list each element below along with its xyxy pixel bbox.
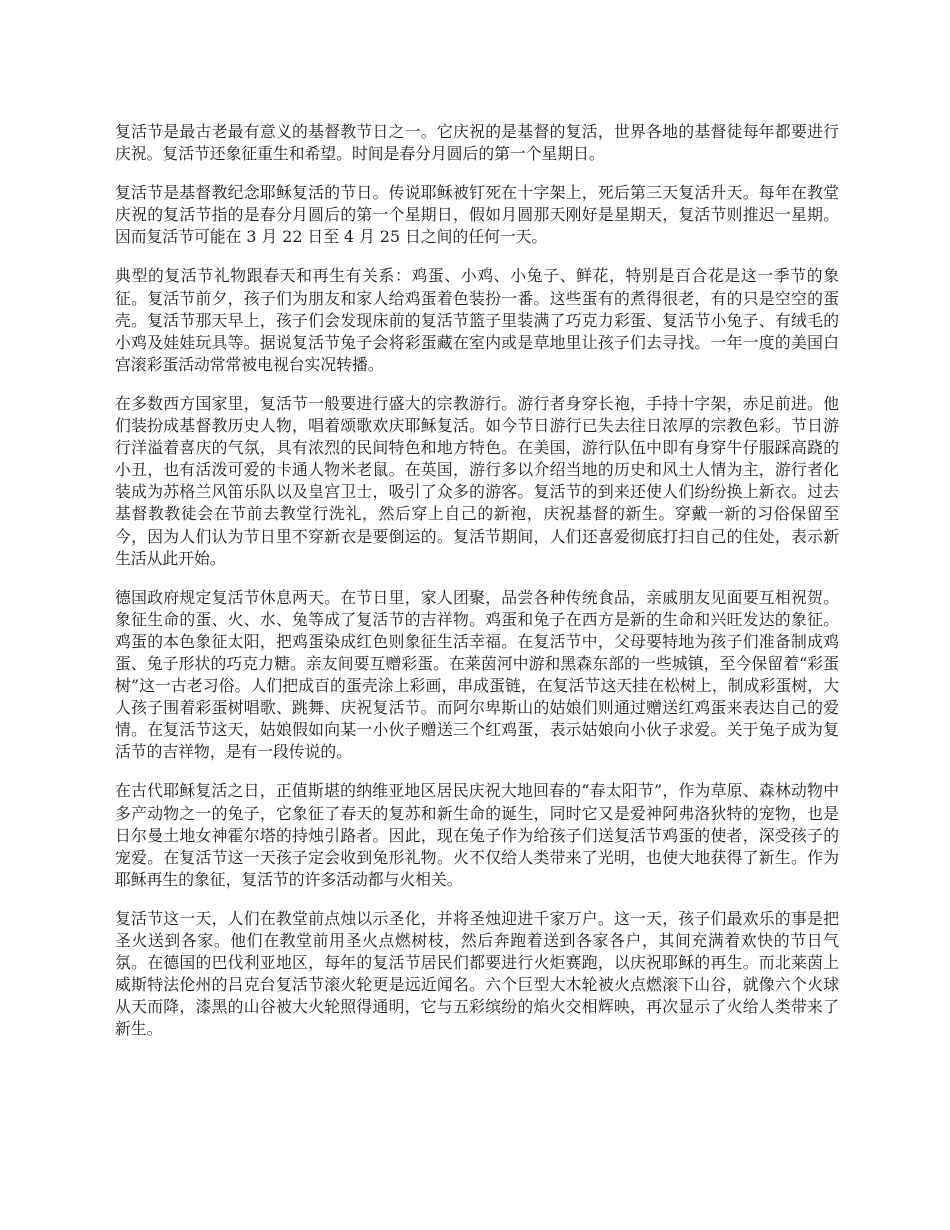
paragraph-2: 复活节是基督教纪念耶稣复活的节日。传说耶稣被钉死在十字架上，死后第三天复活升天。每年在教堂庆祝的复活节指的是春分月圆后的第一个星期日，假如月圆那天刚好是星期天，复活节则推迟一星期。因而复活节可能在 3 月 22 日至 4 月 25 日之间的任何一天。: [115, 183, 839, 247]
paragraph-3: 典型的复活节礼物跟春天和再生有关系：鸡蛋、小鸡、小兔子、鲜花，特别是百合花是这一季节的象征。复活节前夕，孩子们为朋友和家人给鸡蛋着色装扮一番。这些蛋有的煮得很老，有的只是空空的蛋壳。复活节那天早上，孩子们会发现床前的复活节篮子里装满了巧克力彩蛋、复活节小兔子、有绒毛的小鸡及娃娃玩具等。据说复活节兔子会将彩蛋藏在室内或是草地里让孩子们去寻找。一年一度的美国白宫滚彩蛋活动常常被电视台实况转播。: [115, 266, 839, 374]
document-body: [115, 121, 839, 1057]
paragraph-6: 在古代耶稣复活之日，正值斯堪的纳维亚地区居民庆祝大地回春的“春太阳节”，作为草原、森林动物中多产动物之一的兔子，它象征了春天的复苏和新生命的诞生，同时它又是爱神阿弗洛狄特的宠物，也是日尔曼土地女神霍尔塔的持烛引路者。因此，现在兔子作为给孩子们送复活节鸡蛋的使者，深受孩子的宠爱。在复活节这一天孩子定会收到兔形礼物。火不仅给人类带来了光明，也使大地获得了新生。作为耶稣再生的象征，复活节的许多活动都与火相关。: [115, 781, 839, 889]
paragraph-1: 复活节是最古老最有意义的基督教节日之一。它庆祝的是基督的复活，世界各地的基督徒每年都要进行庆祝。复活节还象征重生和希望。时间是春分月圆后的第一个星期日。: [115, 122, 839, 164]
paragraph-7: 复活节这一天，人们在教堂前点烛以示圣化，并将圣烛迎进千家万户。这一天，孩子们最欢乐的事是把圣火送到各家。他们在教堂前用圣火点燃树枝，然后奔跑着送到各家各户，其间充满着欢快的节日气氛。在德国的巴伐利亚地区，每年的复活节居民们都要进行火炬赛跑，以庆祝耶稣的再生。而北莱茵上威斯特法伦州的吕克台复活节滚火轮更是远近闻名。六个巨型大木轮被火点燃滚下山谷，就像六个火球从天而降，漆黑的山谷被大火轮照得通明，它与五彩缤纷的焰火交相辉映，再次显示了火给人类带来了新生。: [115, 908, 839, 1039]
paragraph-4: 在多数西方国家里，复活节一般要进行盛大的宗教游行。游行者身穿长袍，手持十字架，赤足前进。他们装扮成基督教历史人物，唱着颂歌欢庆耶稣复活。如今节日游行已失去往日浓厚的宗教色彩。节日游行洋溢着喜庆的气氛，具有浓烈的民间特色和地方特色。在美国，游行队伍中即有身穿牛仔服踩高跷的小丑，也有活泼可爱的卡通人物米老鼠。在英国，游行多以介绍当地的历史和风土人情为主，游行者化装成为苏格兰风笛乐队以及皇宫卫士，吸引了众多的游客。复活节的到来还使人们纷纷换上新衣。过去基督教教徒会在节前去教堂行洗礼，然后穿上自己的新袍，庆祝基督的新生。穿戴一新的习俗保留至今，因为人们认为节日里不穿新衣是要倒运的。复活节期间，人们还喜爱彻底打扫自己的住处，表示新生活从此开始。: [115, 393, 839, 568]
paragraph-5: 德国政府规定复活节休息两天。在节日里，家人团聚，品尝各种传统食品，亲戚朋友见面要互相祝贺。象征生命的蛋、火、水、兔等成了复活节的吉祥物。鸡蛋和兔子在西方是新的生命和兴旺发达的象征。鸡蛋的本色象征太阳，把鸡蛋染成红色则象征生活幸福。在复活节中，父母要特地为孩子们准备制成鸡蛋、兔子形状的巧克力糖。亲友间要互赠彩蛋。在莱茵河中游和黑森东部的一些城镇，至今保留着“彩蛋树”这一古老习俗。人们把成百的蛋壳涂上彩画，串成蛋链，在复活节这天挂在松树上，制成彩蛋树，大人孩子围着彩蛋树唱歌、跳舞、庆祝复活节。而阿尔卑斯山的姑娘们则通过赠送红鸡蛋来表达自己的爱情。在复活节这天，姑娘假如向某一小伙子赠送三个红鸡蛋，表示姑娘向小伙子求爱。关于兔子成为复活节的吉祥物，是有一段传说的。: [115, 587, 839, 762]
